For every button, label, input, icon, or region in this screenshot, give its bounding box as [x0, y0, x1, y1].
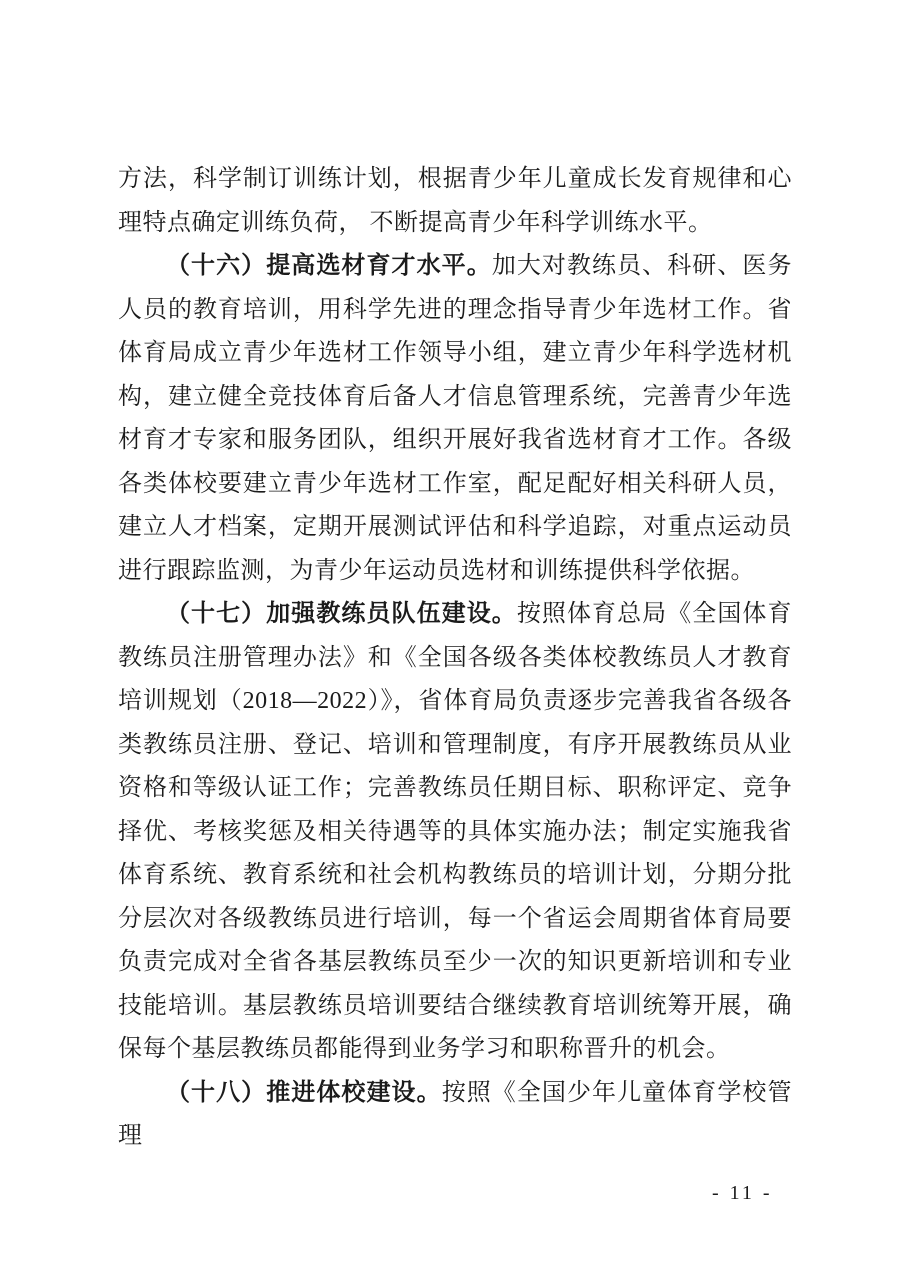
- section-heading-17: （十七）加强教练员队伍建设。: [166, 601, 517, 627]
- section-heading-16: （十六）提高选材育才水平。: [166, 253, 492, 279]
- paragraph-text: 方法，科学制订训练计划，根据青少年儿童成长发育规律和心理特点确定训练负荷， 不断提高青少年科学训练水平。: [118, 166, 792, 236]
- paragraph-text: 按照《全国少年儿童体育学校管理: [118, 1079, 792, 1149]
- paragraph-section-17: [118, 593, 792, 1072]
- paragraph-continuation: [118, 158, 792, 245]
- page-number: - 11 -: [712, 1182, 773, 1204]
- paragraph-text: 按照体育总局《全国体育教练员注册管理办法》和《全国各级各类体校教练员人才教育培训规划（2018—2022）》，省体育局负责逐步完善我省各级各类教练员注册、登记、培训和管理制度，有序开展教练员从业资格和等级认证工作；完善教练员任期目标、职称评定、竞争择优、考核奖惩及相关待遇等的具体实施办法；制定实施我省体育系统、教育系统和社会机构教练员的培训计划，分期分批分层次对各级教练员进行培训，每一个省运会周期省体育局要负责完成对全省各基层教练员至少一次的知识更新培训和专业技能培训。基层教练员培训要结合继续教育培训统筹开展，确保每个基层教练员都能得到业务学习和职称晋升的机会。: [118, 601, 792, 1062]
- paragraph-text: 加大对教练员、科研、医务人员的教育培训，用科学先进的理念指导青少年选材工作。省体育局成立青少年选材工作领导小组，建立青少年科学选材机构，建立健全竞技体育后备人才信息管理系统，完善青少年选材育才专家和服务团队，组织开展好我省选材育才工作。各级各类体校要建立青少年选材工作室，配足配好相关科研人员，建立人才档案，定期开展测试评估和科学追踪，对重点运动员进行跟踪监测，为青少年运动员选材和训练提供科学依据。: [118, 253, 792, 584]
- paragraph-section-16: [118, 245, 792, 593]
- section-heading-18: （十八）推进体校建设。: [166, 1079, 442, 1106]
- paragraph-section-18: [118, 1072, 792, 1159]
- document-body: [118, 158, 792, 1159]
